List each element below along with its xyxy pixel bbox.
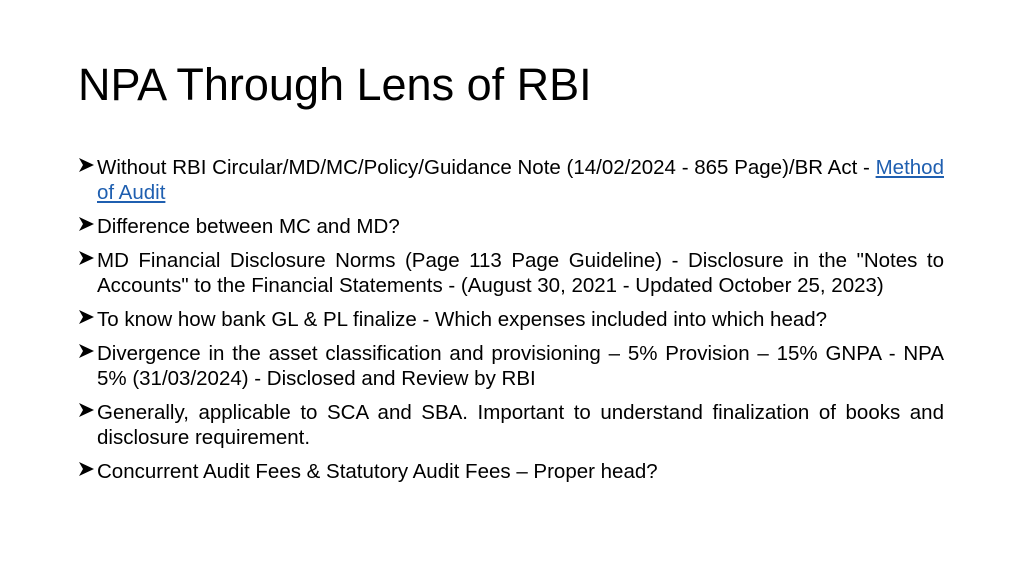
bullet-text: MD Financial Disclosure Norms (Page 113 Page Guideline) - Disclosure in the "Notes to Accounts" to the Financial Statements - (August 30, 2021 - Updated October 25, 2023): [97, 249, 944, 297]
bullet-list: [78, 155, 944, 493]
bullet-item-3: [78, 248, 944, 298]
bullet-item-5: [78, 341, 944, 391]
arrowhead-bullet-icon: [78, 307, 96, 327]
arrowhead-bullet-icon: [78, 400, 96, 420]
arrowhead-bullet-icon: [78, 214, 96, 234]
bullet-text: To know how bank GL & PL finalize - Which expenses included into which head?: [97, 308, 828, 331]
bullet-text: Without RBI Circular/MD/MC/Policy/Guidance Note (14/02/2024 - 865 Page)/BR Act -: [97, 156, 876, 179]
method-of-audit-link[interactable]: Method of Audit: [97, 156, 944, 204]
bullet-text: Generally, applicable to SCA and SBA. Important to understand finalization of books and disclosure requirement.: [97, 401, 944, 449]
bullet-item-7: [78, 459, 944, 484]
arrowhead-bullet-icon: [78, 248, 96, 268]
slide-title: NPA Through Lens of RBI: [78, 59, 592, 110]
bullet-item-6: [78, 400, 944, 450]
arrowhead-bullet-icon: [78, 341, 96, 361]
bullet-text: Concurrent Audit Fees & Statutory Audit Fees – Proper head?: [97, 460, 658, 483]
bullet-item-1: [78, 155, 944, 205]
bullet-item-4: [78, 307, 944, 332]
arrowhead-bullet-icon: [78, 155, 96, 175]
bullet-text: Divergence in the asset classification and provisioning – 5% Provision – 15% GNPA - NPA 5% (31/03/2024) - Disclosed and Review by RBI: [97, 342, 944, 390]
bullet-item-2: [78, 214, 944, 239]
arrowhead-bullet-icon: [78, 459, 96, 479]
bullet-text: Difference between MC and MD?: [97, 215, 400, 238]
